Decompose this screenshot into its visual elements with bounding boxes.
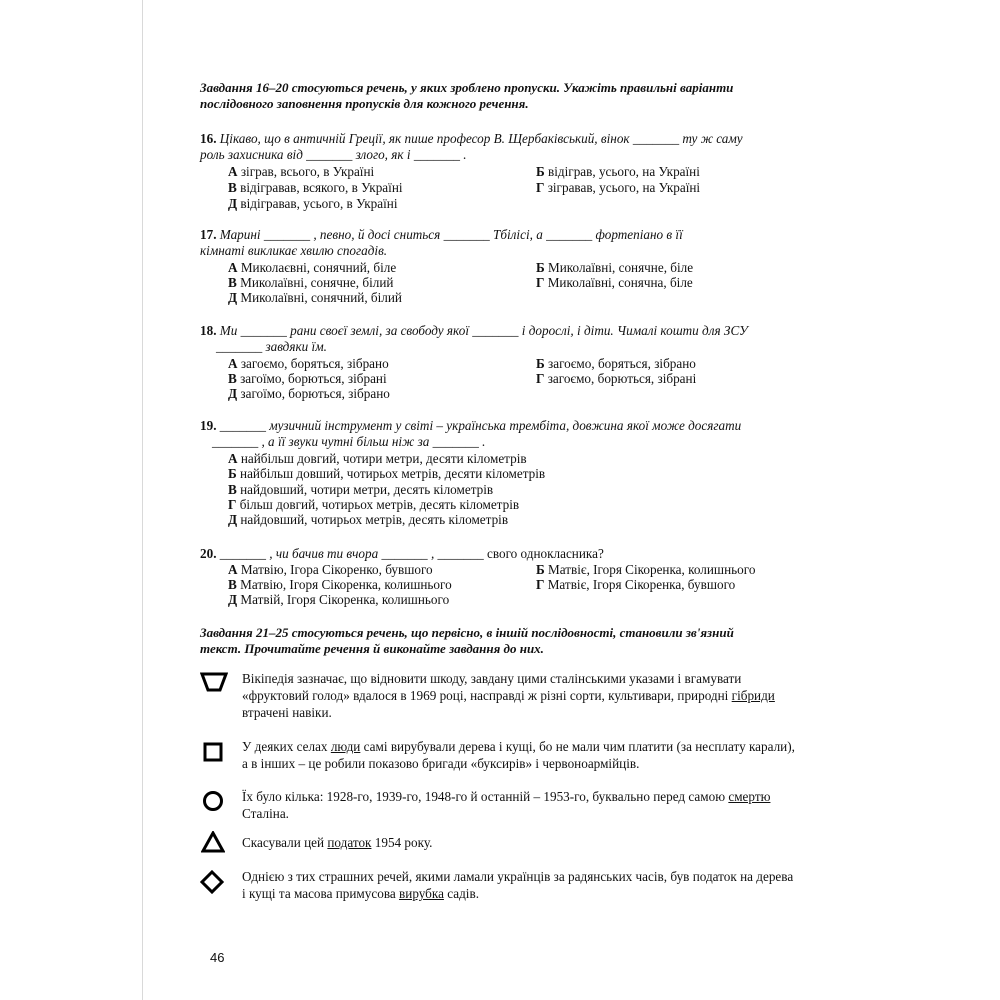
option-text: відігравав, всякого, в Україні bbox=[236, 180, 403, 195]
option-text: Матвіє, Ігоря Сікоренка, бувшого bbox=[544, 577, 736, 592]
option-letter: В bbox=[228, 577, 237, 592]
question-number: 19. bbox=[200, 418, 217, 433]
sentence-line-text: «фруктовий голод» вдалося в 1969 році, насправді ж різні сорти, культивари, природні bbox=[242, 688, 732, 703]
sentence-line: а в інших – це робили показово бригади «буксирів» і червоноармійців. bbox=[242, 756, 640, 771]
option-text: найдовший, чотирьох метрів, десять кілометрів bbox=[237, 512, 509, 527]
option-text: загоємо, боряться, зібрано bbox=[237, 356, 389, 371]
option-text: відігравав, усього, в Україні bbox=[237, 196, 398, 211]
sentence-line-text: садів. bbox=[443, 886, 479, 901]
question-text: Тбілісі, а bbox=[489, 227, 547, 242]
sentence-line-text: і кущі та масова примусова bbox=[242, 886, 400, 901]
option-letter: Г bbox=[536, 577, 545, 592]
sentence-line: Вікіпедія зазначає, що відновити шкоду, завдану цими сталінськими указами і вгамувати bbox=[242, 671, 742, 686]
option-letter: А bbox=[228, 562, 238, 577]
sentence-line bbox=[242, 788, 770, 805]
option-text: Матвій, Ігоря Сікоренка, колишнього bbox=[237, 592, 450, 607]
blank: _______ bbox=[432, 434, 479, 449]
option-letter: А bbox=[228, 260, 238, 275]
blank: _______ bbox=[306, 147, 353, 162]
question-text: музичний інструмент у світі – українська трембіта, довжина якої може досягати bbox=[265, 418, 742, 433]
option-a[interactable] bbox=[228, 164, 374, 180]
blank: _______ bbox=[263, 227, 311, 242]
diamond-icon bbox=[200, 870, 224, 894]
sentence-line-text: Їх було кілька: 1928-го, 1939-го, 1948-го й останній – 1953-го, буквально перед самою bbox=[242, 789, 729, 804]
instructions-line: текст. Прочитайте речення й виконайте завдання до них. bbox=[200, 641, 544, 656]
instructions-line: Завдання 16–20 стосуються речень, у яких зроблено пропуски. Укажіть правильні варіанти bbox=[200, 80, 734, 95]
option-letter: А bbox=[228, 356, 238, 371]
question-18 bbox=[200, 323, 748, 355]
document-page bbox=[200, 0, 820, 1000]
option-text: загоємо, борються, зібрані bbox=[544, 371, 697, 386]
question-text: . bbox=[478, 434, 486, 449]
option-b[interactable] bbox=[536, 164, 700, 180]
option-letter: А bbox=[228, 164, 238, 179]
option-g[interactable] bbox=[536, 577, 735, 593]
option-text: найбільш довгий, чотири метри, десяти кілометрів bbox=[237, 451, 527, 466]
question-text: Цікаво, що в античній Греції, як пише професор В. Щербаківський, вінок bbox=[216, 131, 633, 146]
question-text: , а її звуки чутні більш ніж за bbox=[258, 434, 433, 449]
question-text: ту ж саму bbox=[679, 131, 743, 146]
page-gutter-line bbox=[142, 0, 143, 1000]
question-text: рани своєї землі, за свободу якої bbox=[286, 323, 473, 338]
option-letter: Б bbox=[228, 466, 237, 481]
question-line bbox=[200, 339, 748, 355]
option-text: найдовший, чотири метри, десять кілометрів bbox=[236, 482, 494, 497]
option-d[interactable] bbox=[228, 290, 402, 306]
option-letter: В bbox=[228, 180, 237, 195]
option-letter: Г bbox=[536, 180, 545, 195]
question-number: 16. bbox=[200, 131, 217, 146]
question-text: свого однокласника? bbox=[483, 546, 604, 561]
question-text: . bbox=[460, 147, 467, 162]
option-text: Матвію, Ігоря Сікоренка, колишнього bbox=[236, 577, 452, 592]
option-d[interactable] bbox=[228, 592, 449, 608]
sentence-circle bbox=[200, 788, 820, 824]
option-text: більш довгий, чотирьох метрів, десять кілометрів bbox=[236, 497, 520, 512]
option-a[interactable] bbox=[228, 356, 389, 372]
option-g[interactable] bbox=[536, 275, 693, 291]
option-g[interactable] bbox=[536, 180, 700, 196]
option-g[interactable] bbox=[228, 497, 519, 513]
blank: _______ bbox=[381, 546, 428, 561]
option-text: загоємо, боряться, зібрано bbox=[544, 356, 696, 371]
blank: _______ bbox=[413, 147, 460, 162]
sentence-triangle bbox=[200, 834, 820, 858]
option-letter: Д bbox=[228, 512, 238, 527]
sentence-line-text: У деяких селах bbox=[242, 739, 331, 754]
option-a[interactable] bbox=[228, 260, 396, 276]
sentence-text bbox=[242, 868, 793, 902]
inverted-trapezoid-icon bbox=[200, 672, 228, 692]
option-b[interactable] bbox=[536, 260, 693, 276]
option-b[interactable] bbox=[536, 562, 755, 578]
instructions-line: Завдання 21–25 стосуються речень, що первісно, в іншій послідовності, становили зв'язний bbox=[200, 625, 734, 640]
question-20 bbox=[200, 546, 604, 562]
sentence-trapezoid bbox=[200, 670, 820, 722]
triangle-icon bbox=[201, 831, 225, 853]
question-text: , певно, й досі сниться bbox=[310, 227, 444, 242]
question-text: , чи бачив ти вчора bbox=[265, 546, 382, 561]
question-text: фортепіано в її bbox=[592, 227, 683, 242]
option-d[interactable] bbox=[228, 386, 390, 402]
question-line bbox=[200, 131, 743, 147]
option-text: Миколаївні, сонячне, біле bbox=[544, 260, 694, 275]
option-v[interactable] bbox=[228, 275, 393, 291]
question-number: 18. bbox=[200, 323, 217, 338]
sentence-line bbox=[242, 885, 793, 902]
question-line bbox=[200, 418, 741, 434]
question-number: 17. bbox=[200, 227, 217, 242]
option-d[interactable] bbox=[228, 196, 397, 212]
question-text: завдяки їм. bbox=[262, 339, 327, 354]
option-letter: Г bbox=[536, 275, 545, 290]
underlined-word: гібриди bbox=[731, 688, 775, 703]
underlined-word: смертю bbox=[728, 789, 771, 804]
question-text: Ми bbox=[216, 323, 241, 338]
option-text: Матвію, Ігора Сікоренко, бувшого bbox=[237, 562, 433, 577]
option-b[interactable] bbox=[536, 356, 696, 372]
question-text: роль захисника від bbox=[200, 147, 307, 162]
page-number: 46 bbox=[210, 950, 225, 965]
option-text: Миколаєвні, сонячний, біле bbox=[237, 260, 397, 275]
option-v[interactable] bbox=[228, 482, 493, 498]
option-text: Миколаївні, сонячний, білий bbox=[237, 290, 402, 305]
option-g[interactable] bbox=[536, 371, 696, 387]
sentence-text bbox=[242, 788, 770, 822]
instructions-line: послідовного заповнення пропусків для кожного речення. bbox=[200, 96, 529, 111]
square-icon bbox=[203, 742, 223, 762]
option-a[interactable] bbox=[228, 451, 527, 467]
blank: _______ bbox=[219, 418, 266, 433]
option-text: Миколаївні, сонячне, білий bbox=[236, 275, 394, 290]
option-letter: В bbox=[228, 482, 237, 497]
option-text: найбільш довший, чотирьох метрів, десяти кілометрів bbox=[236, 466, 546, 481]
option-letter: Д bbox=[228, 290, 238, 305]
sentence-diamond bbox=[200, 868, 820, 904]
option-v[interactable] bbox=[228, 371, 387, 387]
question-19 bbox=[200, 418, 741, 450]
sentence-text bbox=[242, 834, 432, 851]
question-line bbox=[200, 546, 604, 562]
blank: _______ bbox=[632, 131, 680, 146]
option-text: Матвіє, Ігоря Сікоренка, колишнього bbox=[544, 562, 756, 577]
sentence-line-text: Скасували цей bbox=[242, 835, 328, 850]
option-text: Миколаївні, сонячна, біле bbox=[544, 275, 693, 290]
sentence-line bbox=[242, 687, 775, 704]
question-16 bbox=[200, 131, 743, 163]
option-letter: Б bbox=[536, 562, 545, 577]
question-text: , bbox=[427, 546, 438, 561]
section-instructions-21-25 bbox=[200, 625, 734, 657]
option-text: зіграв, всього, в Україні bbox=[237, 164, 375, 179]
option-text: загоїмо, борються, зібрані bbox=[236, 371, 387, 386]
option-letter: В bbox=[228, 371, 237, 386]
section-instructions-16-20 bbox=[200, 80, 733, 112]
blank: _______ bbox=[443, 227, 490, 242]
circle-icon bbox=[202, 790, 224, 812]
question-line bbox=[200, 323, 748, 339]
sentence-text bbox=[242, 738, 795, 772]
option-text: відіграв, усього, на Україні bbox=[544, 164, 700, 179]
sentence-line-text: 1954 року. bbox=[371, 835, 433, 850]
option-letter: Б bbox=[536, 164, 545, 179]
question-line bbox=[200, 147, 743, 163]
sentence-line bbox=[242, 834, 432, 851]
blank: _______ bbox=[216, 339, 263, 354]
underlined-word: вирубка bbox=[399, 886, 444, 901]
option-letter: Г bbox=[536, 371, 545, 386]
question-17 bbox=[200, 227, 683, 259]
option-text: загоїмо, борються, зібрано bbox=[237, 386, 390, 401]
blank: _______ bbox=[546, 227, 593, 242]
blank: _______ bbox=[472, 323, 519, 338]
question-text: Марині bbox=[216, 227, 264, 242]
option-letter: Д bbox=[228, 592, 238, 607]
option-letter: А bbox=[228, 451, 238, 466]
sentence-text bbox=[242, 670, 775, 721]
option-v[interactable] bbox=[228, 180, 403, 196]
option-letter: Д bbox=[228, 196, 238, 211]
option-letter: Д bbox=[228, 386, 238, 401]
question-line: кімнаті викликає хвилю спогадів. bbox=[200, 243, 388, 258]
sentence-line bbox=[242, 738, 795, 755]
blank: _______ bbox=[437, 546, 484, 561]
sentence-line-text: самі вирубували дерева і кущі, бо не мали чим платити (за несплату карали), bbox=[360, 739, 795, 754]
option-letter: Б bbox=[536, 356, 545, 371]
question-number: 20. bbox=[200, 546, 217, 561]
blank: _______ bbox=[219, 546, 266, 561]
underlined-word: люди bbox=[330, 739, 361, 754]
blank: _______ bbox=[212, 434, 259, 449]
question-line bbox=[200, 227, 683, 243]
option-text: зігравав, усього, на Україні bbox=[544, 180, 701, 195]
sentence-line: Однією з тих страшних речей, якими ламали українців за радянських часів, був податок на дерева bbox=[242, 869, 794, 884]
option-letter: Г bbox=[228, 497, 237, 512]
question-text: і дорослі, і діти. Чималі кошти для ЗСУ bbox=[518, 323, 748, 338]
question-line bbox=[200, 434, 741, 450]
option-letter: В bbox=[228, 275, 237, 290]
sentence-square bbox=[200, 738, 820, 774]
blank: _______ bbox=[240, 323, 287, 338]
option-letter: Б bbox=[536, 260, 545, 275]
option-a[interactable] bbox=[228, 562, 433, 578]
underlined-word: податок bbox=[327, 835, 372, 850]
option-b[interactable] bbox=[228, 466, 545, 482]
option-v[interactable] bbox=[228, 577, 452, 593]
question-text: злого, як і bbox=[352, 147, 414, 162]
sentence-line: втрачені навіки. bbox=[242, 705, 332, 720]
sentence-line: Сталіна. bbox=[242, 806, 289, 821]
option-d[interactable] bbox=[228, 512, 508, 528]
